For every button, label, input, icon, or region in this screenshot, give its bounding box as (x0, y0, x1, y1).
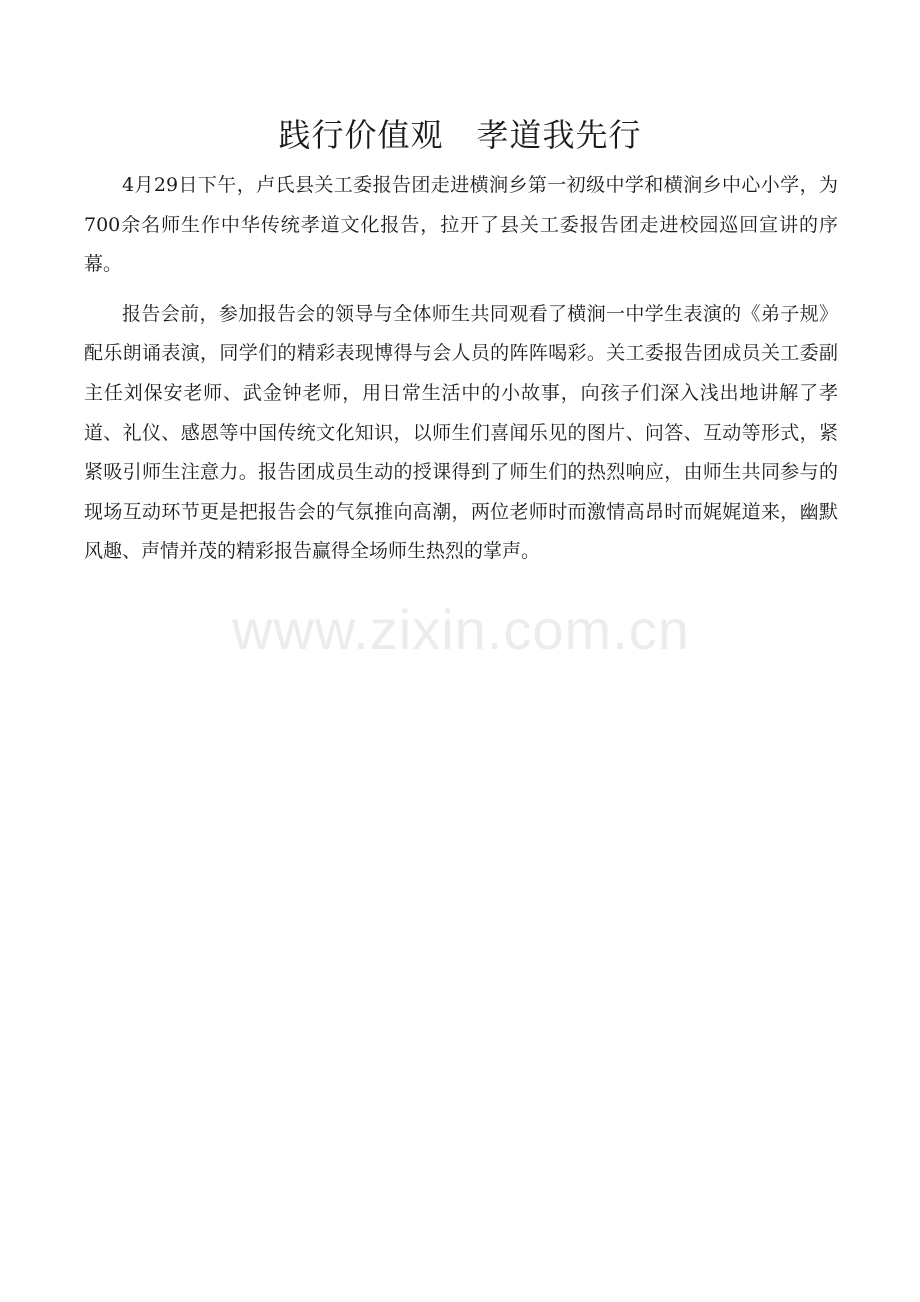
paragraph-2: 报告会前，参加报告会的领导与全体师生共同观看了横涧一中学生表演的《弟子规》配乐朗诵表演，同学们的精彩表现博得与会人员的阵阵喝彩。关工委报告团成员关工委副主任刘保安老师、武金钟老师，用日常生活中的小故事，向孩子们深入浅出地讲解了孝道、礼仪、感恩等中国传统文化知识，以师生们喜闻乐见的图片、问答、互动等形式，紧紧吸引师生注意力。报告团成员生动的授课得到了师生们的热烈响应，由师生共同参与的现场互动环节更是把报告会的气氛推向高潮，两位老师时而激情高昂时而娓娓道来，幽默风趣、声情并茂的精彩报告赢得全场师生热烈的掌声。 (84, 302, 838, 563)
watermark: www.zixin.com.cn (232, 598, 690, 661)
document-title: 践行价值观 孝道我先行 (278, 116, 642, 154)
paragraph-1: 4月29日下午，卢氏县关工委报告团走进横涧乡第一初级中学和横涧乡中心小学，为700余名师生作中华传统孝道文化报告，拉开了县关工委报告团走进校园巡回宣讲的序幕。 (84, 174, 838, 276)
document-body (84, 166, 838, 582)
